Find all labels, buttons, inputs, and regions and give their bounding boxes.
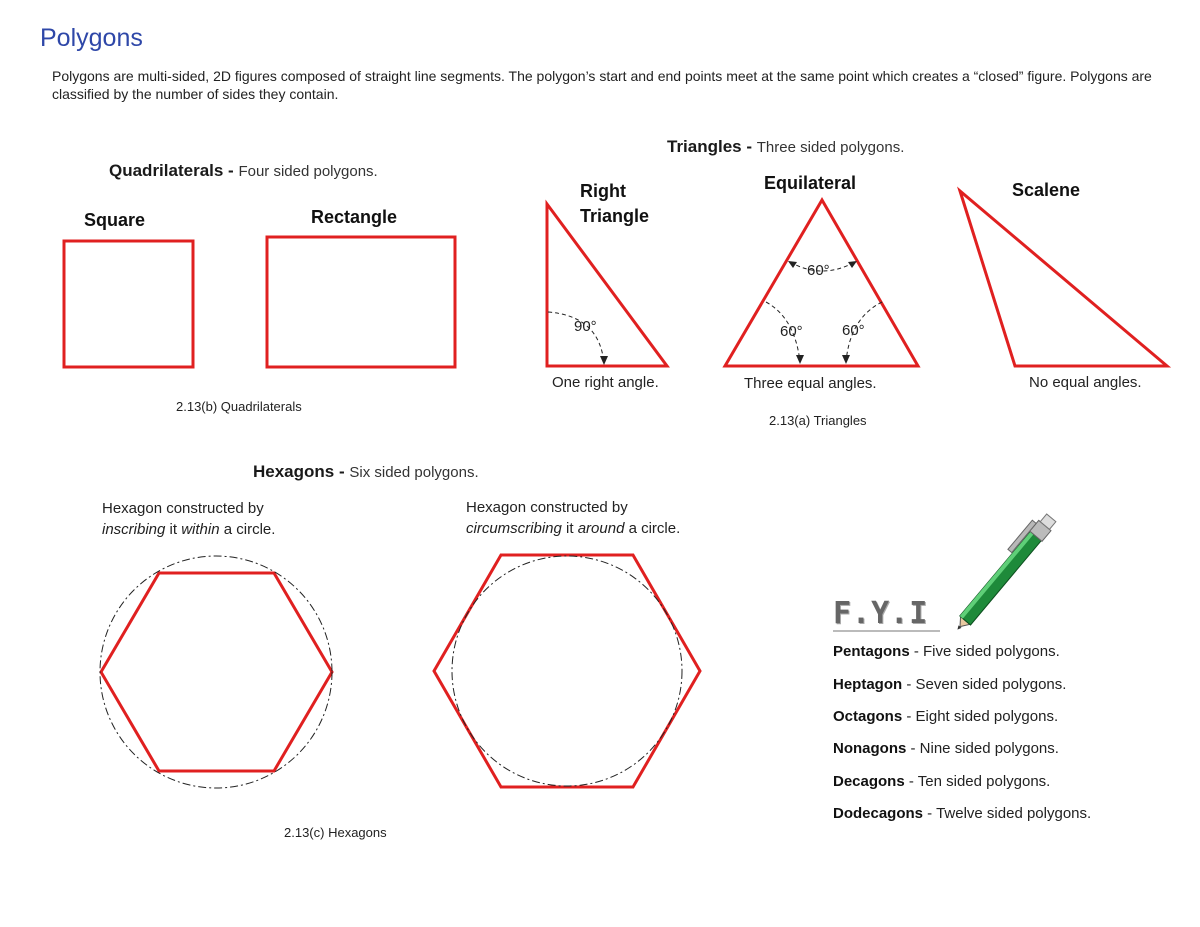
equilateral-left-arc xyxy=(766,302,800,362)
triangles-description: Three sided polygons. xyxy=(756,139,905,156)
fyi-term: Dodecagons xyxy=(833,805,924,822)
inscribed-note-line1: Hexagon constructed by xyxy=(102,500,264,517)
quadrilaterals-description: Four sided polygons. xyxy=(238,163,378,180)
circumscribed-end: a circle. xyxy=(624,520,681,537)
equilateral-left-arrow xyxy=(796,355,804,364)
fyi-term: Nonagons xyxy=(833,740,907,757)
scalene-label: Scalene xyxy=(1012,180,1081,200)
hexagons-caption: 2.13(c) Hexagons xyxy=(284,825,387,840)
fyi-definition: - Eight sided polygons. xyxy=(902,708,1059,725)
quadrilaterals-caption: 2.13(b) Quadrilaterals xyxy=(176,399,302,414)
right-angle-arrow xyxy=(600,356,608,365)
inscribed-hexagon-shape xyxy=(101,573,332,771)
circumscribed-note-line1: Hexagon constructed by xyxy=(466,499,628,516)
circumscribed-hexagon-shape xyxy=(434,555,700,787)
equilateral-top-right-arrow xyxy=(848,261,857,268)
triangles-caption: 2.13(a) Triangles xyxy=(769,413,867,428)
fyi-definition: - Nine sided polygons. xyxy=(906,740,1059,757)
equilateral-top-arc xyxy=(790,262,855,271)
equilateral-right-arc xyxy=(846,302,882,362)
fyi-term: Heptagon xyxy=(833,676,903,693)
hexagons-title: Hexagons - xyxy=(253,462,345,481)
fyi-term: Pentagons xyxy=(833,643,910,660)
right-triangle-label-line1: Right xyxy=(580,181,626,201)
rectangle-label: Rectangle xyxy=(311,207,398,227)
inscribed-end: a circle. xyxy=(219,521,276,538)
square-shape xyxy=(64,241,193,367)
square-label: Square xyxy=(84,210,146,230)
equilateral-triangle-shape xyxy=(725,200,918,366)
circumscribed-mid: it xyxy=(561,520,578,537)
rectangle-shape xyxy=(267,237,455,367)
circumscribed-em2: around xyxy=(577,520,625,537)
fyi-item xyxy=(833,676,1066,693)
inscribed-hexagon-circle xyxy=(100,556,332,788)
scalene-note: No equal angles. xyxy=(1029,374,1142,391)
fyi-item xyxy=(833,643,1060,660)
page-title: Polygons xyxy=(40,24,143,52)
equilateral-note: Three equal angles. xyxy=(744,375,877,392)
equilateral-angle-top: 60° xyxy=(807,262,830,279)
fyi-definition: - Ten sided polygons. xyxy=(904,773,1051,790)
fyi-term: Decagons xyxy=(833,773,905,790)
triangles-title: Triangles - xyxy=(667,137,753,156)
scalene-triangle-shape xyxy=(960,191,1167,366)
equilateral-angle-left: 60° xyxy=(780,323,803,340)
right-angle-label: 90° xyxy=(574,318,597,335)
fyi-title: F.Y.I xyxy=(833,596,929,631)
fyi-item xyxy=(833,805,1091,822)
inscribed-mid: it xyxy=(165,521,182,538)
right-angle-arc xyxy=(548,312,604,364)
circumscribed-em1: circumscribing xyxy=(466,520,562,537)
fyi-definition: - Seven sided polygons. xyxy=(902,676,1067,693)
fyi-definition: - Twelve sided polygons. xyxy=(923,805,1092,822)
equilateral-top-left-arrow xyxy=(788,261,797,268)
right-triangle-label-line2: Triangle xyxy=(580,206,650,226)
right-triangle-note: One right angle. xyxy=(552,374,659,391)
fyi-definition: - Five sided polygons. xyxy=(909,643,1060,660)
fyi-term: Octagons xyxy=(833,708,903,725)
equilateral-label: Equilateral xyxy=(764,173,857,193)
quadrilaterals-title: Quadrilaterals - xyxy=(109,161,234,180)
equilateral-angle-right: 60° xyxy=(842,322,865,339)
intro-paragraph: Polygons are multi-sided, 2D figures composed of straight line segments. The polygon’s start and end points meet at the same point which creates a “closed” figure. Polygons are classified by the number of sides they contain. xyxy=(52,68,1152,102)
inscribed-em1: inscribing xyxy=(102,521,166,538)
hexagons-description: Six sided polygons. xyxy=(349,464,479,481)
fyi-item xyxy=(833,740,1059,757)
fyi-item xyxy=(833,708,1058,725)
pencil-icon xyxy=(947,509,1057,634)
inscribed-em2: within xyxy=(181,521,220,538)
circumscribed-hexagon-circle xyxy=(452,556,682,786)
equilateral-right-arrow xyxy=(842,355,850,364)
fyi-item xyxy=(833,773,1050,790)
right-triangle-shape xyxy=(547,204,667,366)
